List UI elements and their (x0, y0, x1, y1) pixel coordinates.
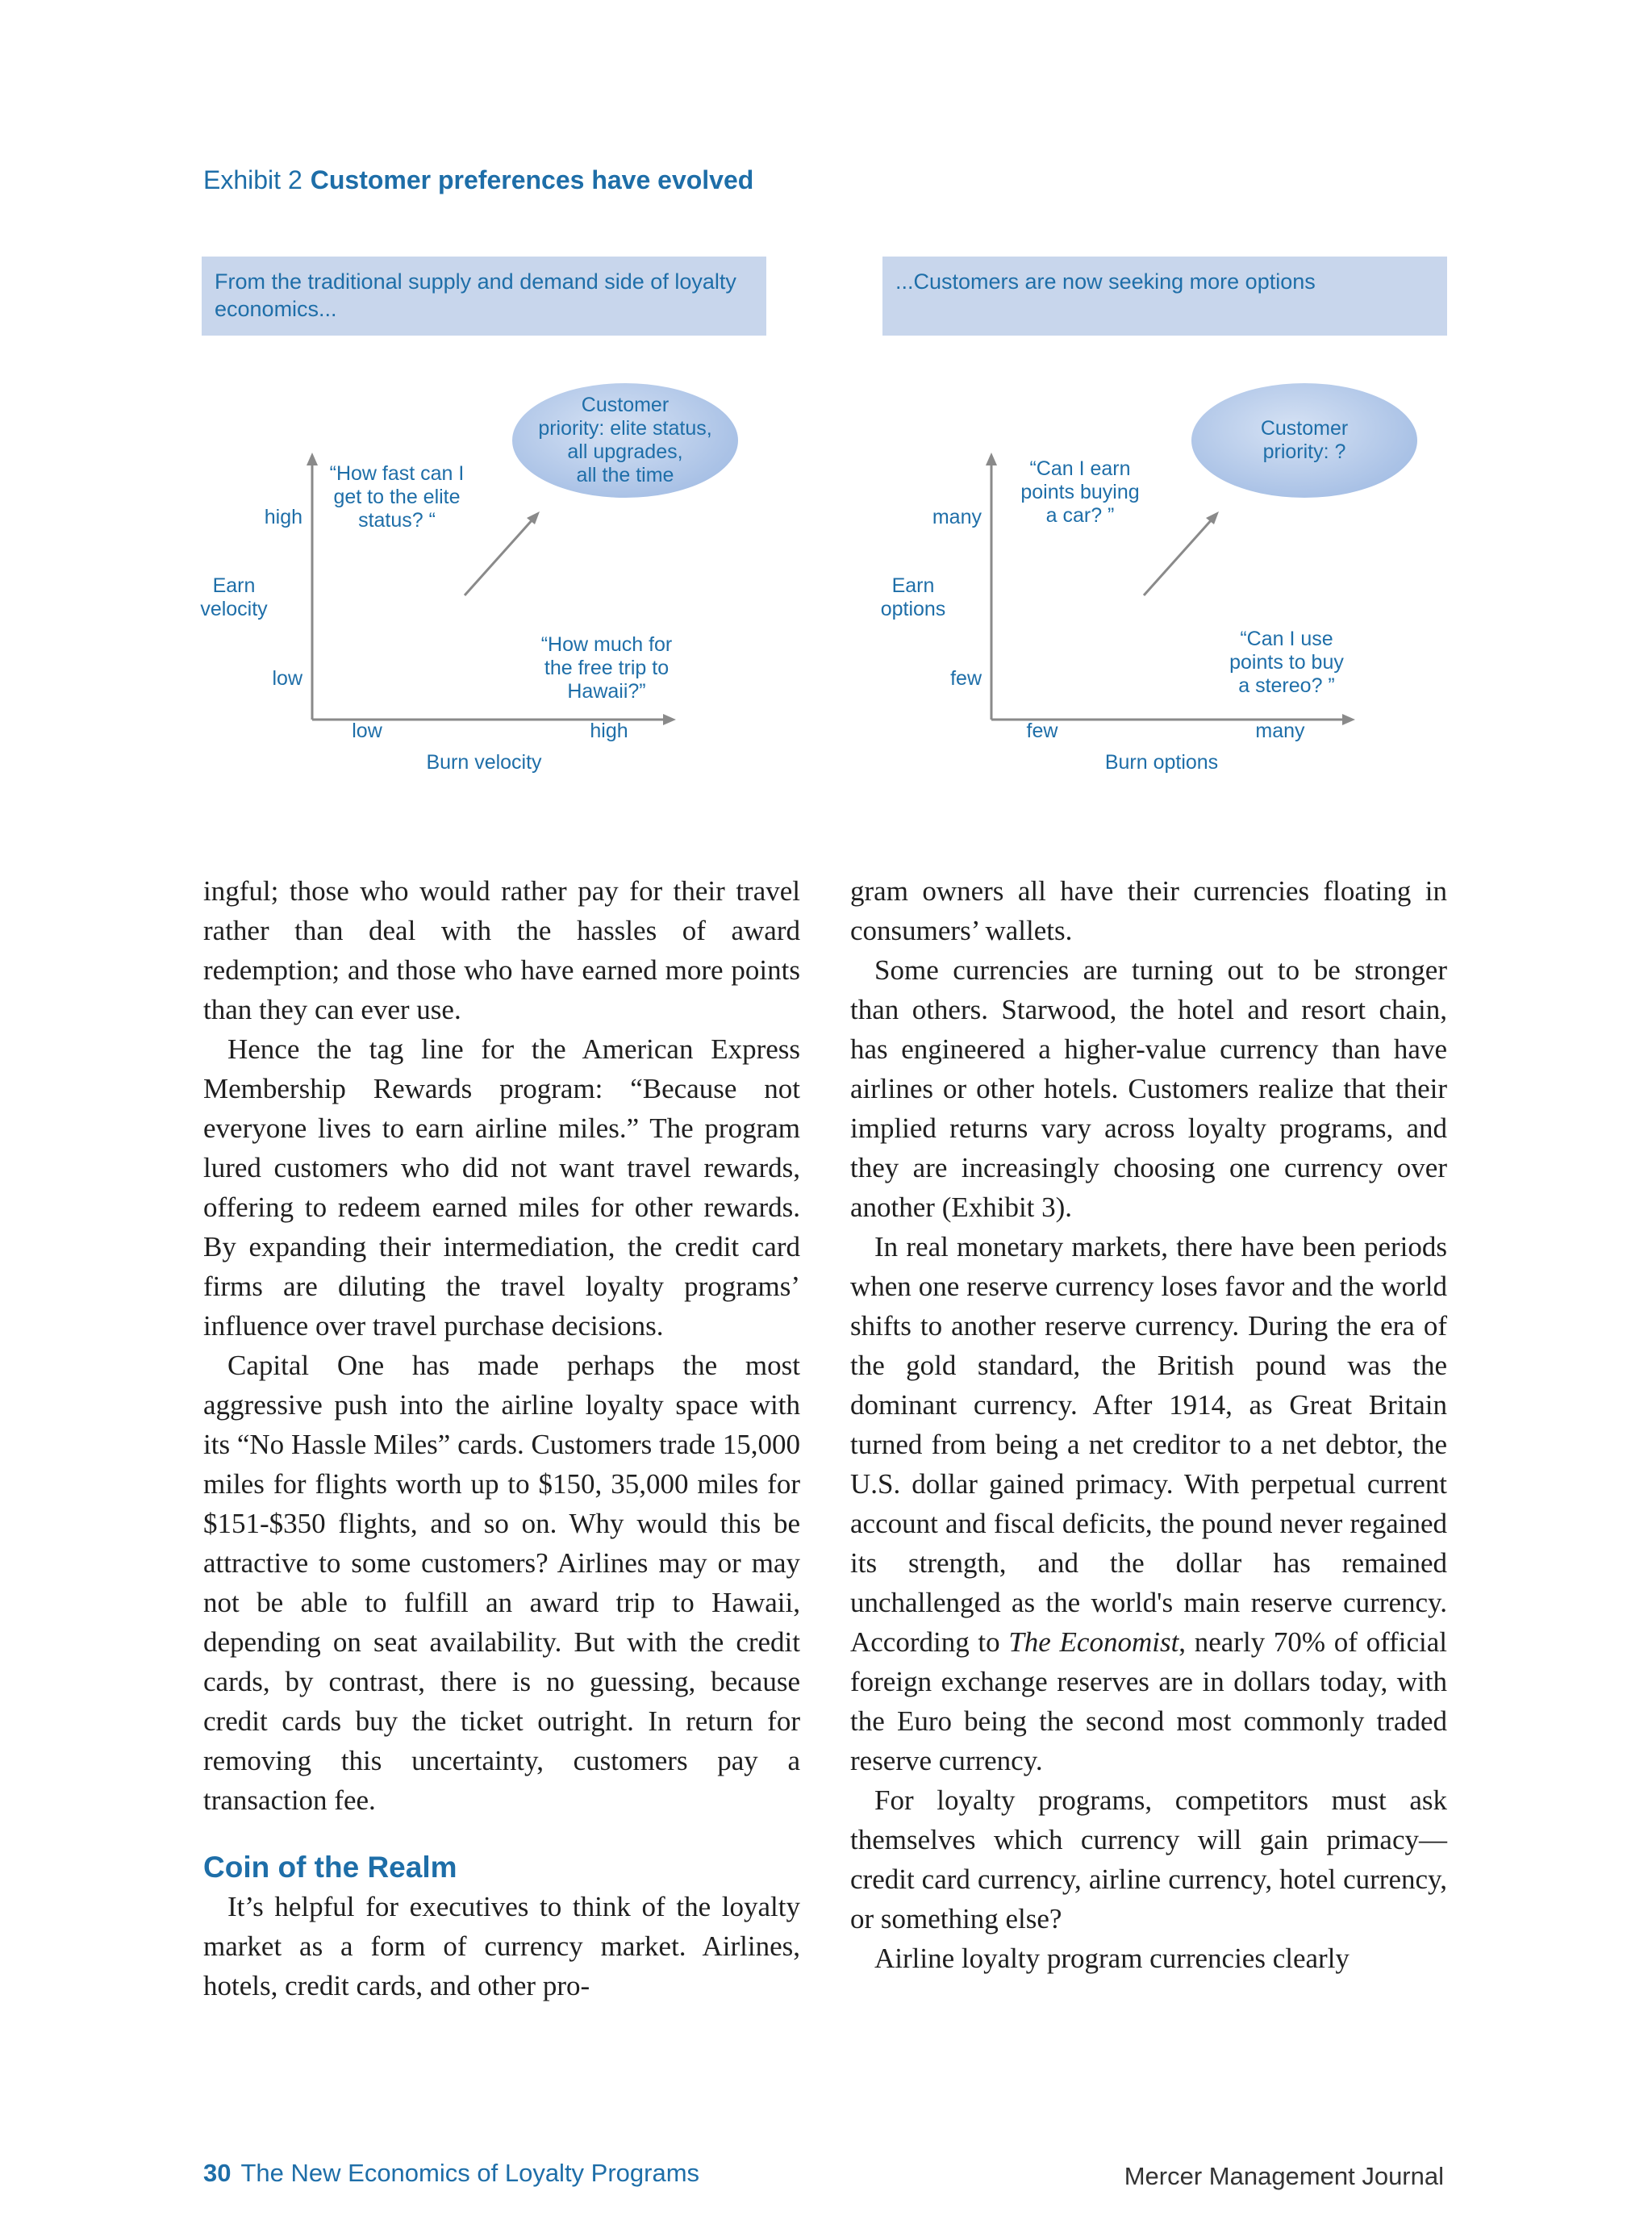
quote-bottom: “Can I use points to buy a stereo? ” (1229, 628, 1344, 697)
x-axis-arrowhead (1342, 714, 1355, 725)
paragraph (850, 1227, 1447, 1780)
x-axis-title: Burn velocity (426, 751, 542, 774)
paragraph: Some currencies are turning out to be stronger than others. Starwood, the hotel and resort chain, has engineered a higher-value currency than have airlines or other hotels. Customers realize that their implied returns vary across loyalty programs, and they are increasingly choosing one currency over another (Exhibit 3). (850, 954, 1447, 1223)
paragraph: Hence the tag line for the American Express Membership Rewards program: “Because not everyone lives to earn airline miles.” The program lured customers who did not want travel rewards, offering to redeem earned miles for other rewards. By expanding their intermediation, the credit card firms are diluting the travel loyalty programs’ influence over travel purchase decisions. (203, 1033, 800, 1342)
paragraph: For loyalty programs, competitors must ask themselves which currency will gain primacy—credit card currency, airline currency, hotel currency, or something else? (850, 1784, 1447, 1934)
journal-name: Mercer Management Journal (1124, 2162, 1444, 2190)
paragraph-text: In real monetary markets, there have been periods when one reserve currency loses favor and the world shifts to another reserve currency. During the era of the gold standard, the British pound was the dominant currency. After 1914, as Great Britain turned from being a net creditor to a net debtor, the U.S. dollar gained primacy. With perpetual current account and fiscal deficits, the pound never regained its strength, and the dollar has remained unchallenged as the world's main reserve currency. According to (850, 1231, 1447, 1658)
x-tick-high: high (590, 720, 628, 742)
trend-arrow-line (1144, 518, 1213, 595)
body-column-right (850, 871, 1447, 1978)
quote-top: “How fast can I get to the elite status? “ (329, 462, 465, 532)
paragraph-text: , nearly 70% of official foreign exchange reserves are in dollars today, with the Euro being the second most commonly traded reserve currency. (850, 1626, 1447, 1776)
footer-left (203, 2159, 699, 2188)
paragraph: gram owners all have their currencies floating in consumers’ wallets. (850, 875, 1447, 946)
publication-title: The New Economics of Loyalty Programs (240, 2159, 700, 2187)
y-tick-low: few (950, 667, 982, 690)
left-diagram (194, 367, 807, 787)
y-axis-title: Earn velocity (200, 574, 268, 620)
exhibit-label: Exhibit 2 (203, 165, 302, 194)
paragraph: Airline loyalty program currencies clearly (874, 1943, 1350, 1974)
publication-name: The Economist (1008, 1626, 1179, 1658)
y-tick-low: low (272, 667, 302, 690)
section-heading: Coin of the Realm (203, 1851, 457, 1884)
x-tick-low: low (352, 720, 382, 742)
exhibit-title (203, 165, 753, 195)
x-tick-low: few (1026, 720, 1058, 742)
quote-bottom: “How much for the free trip to Hawaii?” (540, 633, 673, 703)
paragraph: It’s helpful for executives to think of the loyalty market as a form of currency market. Airlines, hotels, credit cards, and other pro- (203, 1891, 800, 2001)
paragraph: Capital One has made perhaps the most aggressive push into the airline loyalty space with its “No Hassle Miles” cards. Customers trade 15,000 miles for flights worth up to $150, 35,000 miles for $151-$350 flights, and so on. Why would this be attractive to some customers? Airlines may or may not be able to fulfill an award trip to Hawaii, depending on seat availability. But with the credit cards, by contrast, there is no guessing, because credit cards buy the ticket outright. In return for removing this uncertainty, customers pay a transaction fee. (203, 1350, 800, 1816)
y-tick-high: many (932, 506, 982, 528)
quote-top: “Can I earn points buying a car? ” (1020, 457, 1140, 527)
y-tick-high: high (264, 506, 302, 528)
exhibit-heading: Customer preferences have evolved (310, 165, 754, 194)
x-axis-title: Burn options (1104, 751, 1219, 774)
body-column-left (203, 871, 800, 2005)
y-axis-arrowhead (307, 453, 318, 465)
x-tick-high: many (1255, 720, 1305, 742)
x-axis-arrowhead (663, 714, 676, 725)
priority-bubble: Customer priority: elite status, all upgrades, all the time (512, 383, 738, 498)
y-axis-arrowhead (986, 453, 997, 465)
page-number: 30 (203, 2159, 232, 2187)
priority-bubble: Customer priority: ? (1191, 383, 1417, 498)
y-axis-title: Earn options (880, 574, 946, 620)
left-panel-banner: From the traditional supply and demand side of loyalty economics... (202, 257, 766, 336)
right-panel-banner: ...Customers are now seeking more options (882, 257, 1447, 336)
right-diagram (873, 367, 1486, 787)
paragraph: ingful; those who would rather pay for their travel rather than deal with the hassles of award redemption; and those who have earned more points than they can ever use. (203, 875, 800, 1025)
trend-arrow-line (465, 518, 534, 595)
